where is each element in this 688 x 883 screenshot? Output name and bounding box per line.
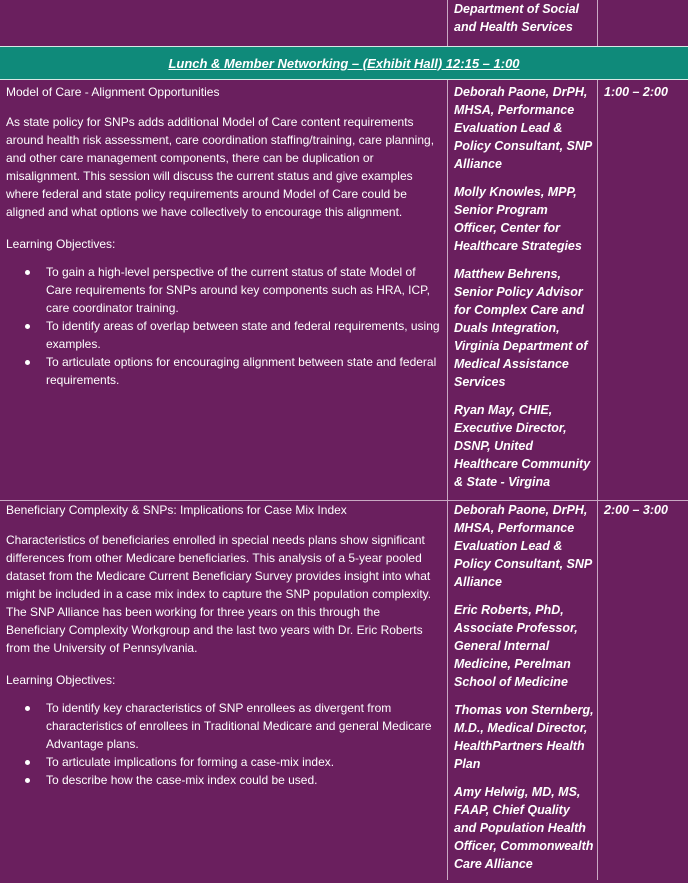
session-2-time: 2:00 – 3:00: [604, 503, 668, 517]
session-title: Beneficiary Complexity & SNPs: Implications for Case Mix Index: [6, 503, 347, 517]
objective-item: To articulate options for encouraging alignment between state and federal requirements.: [46, 353, 442, 389]
session-2-speakers-cell: [454, 501, 594, 883]
speaker-entry: Thomas von Sternberg, M.D., Medical Director, HealthPartners Health Plan: [454, 703, 594, 771]
session-title: Model of Care - Alignment Opportunities: [6, 85, 220, 99]
speaker-entry: Deborah Paone, DrPH, MHSA, Performance Evaluation Lead & Policy Consultant, SNP Alliance: [454, 85, 592, 171]
session-1-time: 1:00 – 2:00: [604, 85, 668, 99]
objective-item: To describe how the case-mix index could be used.: [46, 771, 442, 789]
column-divider: [597, 80, 598, 880]
speaker-entry: Ryan May, CHIE, Executive Director, DSNP, United Healthcare Community & State - Virgina: [454, 403, 591, 489]
speaker-entry: Molly Knowles, MPP, Senior Program Officer, Center for Healthcare Strategies: [454, 185, 582, 253]
objectives-list: [6, 263, 442, 389]
session-1-speakers-cell: [454, 83, 594, 501]
objective-item: To identify key characteristics of SNP enrollees as divergent from characteristics of enrollees in Traditional Medicare and general Medicare Advantage plans.: [46, 699, 442, 753]
column-divider: [447, 0, 448, 46]
objective-item: To identify areas of overlap between state and federal requirements, using examples.: [46, 317, 442, 353]
session-description: As state policy for SNPs adds additional Model of Care content requirements around health risk assessment, care coordination staffing/training, care planning, and other care management components, there can be duplication or misalignment. This session will discuss the current status and give examples where federal and state policy requirements around Model of Care could be aligned and what options we have collectively to encourage this alignment.: [6, 115, 435, 219]
lunch-banner: [0, 46, 688, 80]
speaker-entry: Matthew Behrens, Senior Policy Advisor for Complex Care and Duals Integration, Virginia Department of Medical Assistance Services: [454, 267, 588, 389]
speaker-entry: Eric Roberts, PhD, Associate Professor, General Internal Medicine, Perelman School of Medicine: [454, 603, 578, 689]
lunch-banner-text: Lunch & Member Networking – (Exhibit Hall) 12:15 – 1:00: [168, 55, 520, 71]
column-divider: [597, 0, 598, 46]
session-2-description-cell: [6, 501, 442, 789]
objective-item: To articulate implications for forming a case-mix index.: [46, 753, 442, 771]
objective-item: To gain a high-level perspective of the current status of state Model of Care requirements for SNPs around key components such as HRA, ICP, care coordinator training.: [46, 263, 442, 317]
speaker-entry: Deborah Paone, DrPH, MHSA, Performance Evaluation Lead & Policy Consultant, SNP Alliance: [454, 503, 592, 589]
session-description: Characteristics of beneficiaries enrolled in special needs plans show significant differences from other Medicare beneficiaries. This analysis of a 5-year pooled dataset from the Medicare Current Beneficiary Survey provides insight into what might be included in a case mix index to capture the SNP population complexity. The SNP Alliance has been working for three years on this through the Beneficiary Complexity Workgroup and the last two years with Dr. Eric Roberts from the University of Pennsylvania.: [6, 533, 432, 655]
top-speaker-text: Department of Social and Health Services: [454, 2, 580, 34]
speaker-entry: Amy Helwig, MD, MS, FAAP, Chief Quality and Population Health Officer, Commonwealth Care Alliance: [454, 785, 594, 871]
objectives-list: [6, 699, 442, 789]
learning-objectives-heading: Learning Objectives:: [6, 237, 116, 251]
column-divider: [447, 80, 448, 880]
session-1-description-cell: [6, 83, 442, 389]
learning-objectives-heading: Learning Objectives:: [6, 673, 116, 687]
